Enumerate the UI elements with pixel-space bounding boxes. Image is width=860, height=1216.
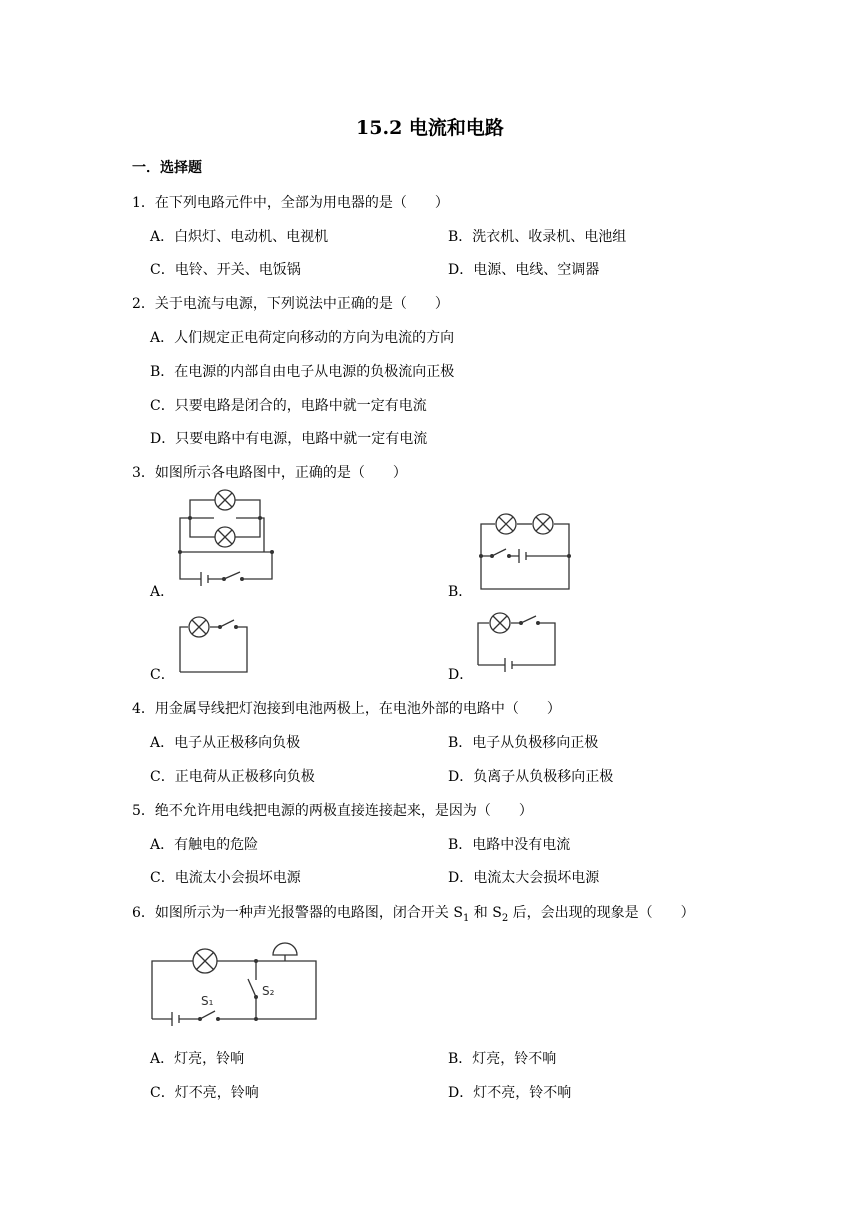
question-3-option-c: C． — [150, 667, 175, 683]
question-4-stem: 4．用金属导线把灯泡接到电池两极上，在电池外部的电路中（ ） — [132, 701, 561, 717]
circuit-diagram-c — [178, 612, 253, 681]
page-title: 15.2 电流和电路 — [356, 117, 504, 139]
question-2-option-c: C．只要电路是闭合的，电路中就一定有电流 — [150, 398, 427, 414]
question-6-option-d: D．灯不亮，铃不响 — [448, 1085, 572, 1101]
question-2-option-d: D．只要电路中有电源，电路中就一定有电流 — [150, 431, 428, 447]
question-3-option-d: D． — [448, 667, 474, 683]
question-1-option-c: C．电铃、开关、电饭锅 — [150, 262, 301, 278]
question-5-option-b: B．电路中没有电流 — [448, 837, 571, 853]
question-4-option-b: B．电子从负极移向正极 — [448, 735, 599, 751]
question-6-stem: 6．如图所示为一种声光报警器的电路图，闭合开关 $S_1$ 和 $S_2$ 后，会出现的现象是（ ） — [132, 905, 695, 924]
question-2-option-a: A．人们规定正电荷定向移动的方向为电流的方向 — [150, 330, 455, 346]
circuit-diagram-a — [172, 488, 282, 592]
question-1-option-b: B．洗衣机、收录机、电池组 — [448, 229, 627, 245]
question-5-option-d: D．电流太大会损坏电源 — [448, 870, 600, 886]
question-2-stem: 2．关于电流与电源，下列说法中正确的是（ ） — [132, 296, 449, 312]
question-5-option-c: C．电流太小会损坏电源 — [150, 870, 301, 886]
question-3-option-b: B． — [448, 584, 473, 600]
circuit-diagram-d — [476, 612, 561, 676]
switch-s1-label: S₁ — [201, 994, 214, 1008]
alarm-circuit-diagram — [148, 935, 323, 1031]
question-5-option-a: A．有触电的危险 — [150, 837, 259, 853]
question-5-stem: 5．绝不允许用电线把电源的两极直接连接起来，是因为（ ） — [132, 803, 533, 819]
question-3-option-a: A． — [150, 584, 175, 600]
circuit-diagram-b — [476, 512, 576, 596]
question-6-option-b: B．灯亮，铃不响 — [448, 1051, 557, 1067]
question-3-stem: 3．如图所示各电路图中，正确的是（ ） — [132, 465, 407, 481]
question-1-option-d: D．电源、电线、空调器 — [448, 262, 600, 278]
section-heading: 一．选择题 — [132, 160, 202, 176]
question-4-option-c: C．正电荷从正极移向负极 — [150, 769, 315, 785]
question-2-option-b: B．在电源的内部自由电子从电源的负极流向正极 — [150, 364, 455, 380]
question-1-stem: 1．在下列电路元件中，全部为用电器的是（ ） — [132, 195, 449, 211]
question-6-option-a: A．灯亮，铃响 — [150, 1051, 245, 1067]
question-4-option-d: D．负离子从负极移向正极 — [448, 769, 614, 785]
question-1-option-a: A．白炽灯、电动机、电视机 — [150, 229, 329, 245]
question-4-option-a: A．电子从正极移向负极 — [150, 735, 301, 751]
question-6-option-c: C．灯不亮，铃响 — [150, 1085, 259, 1101]
switch-s2-label: S₂ — [262, 984, 275, 998]
